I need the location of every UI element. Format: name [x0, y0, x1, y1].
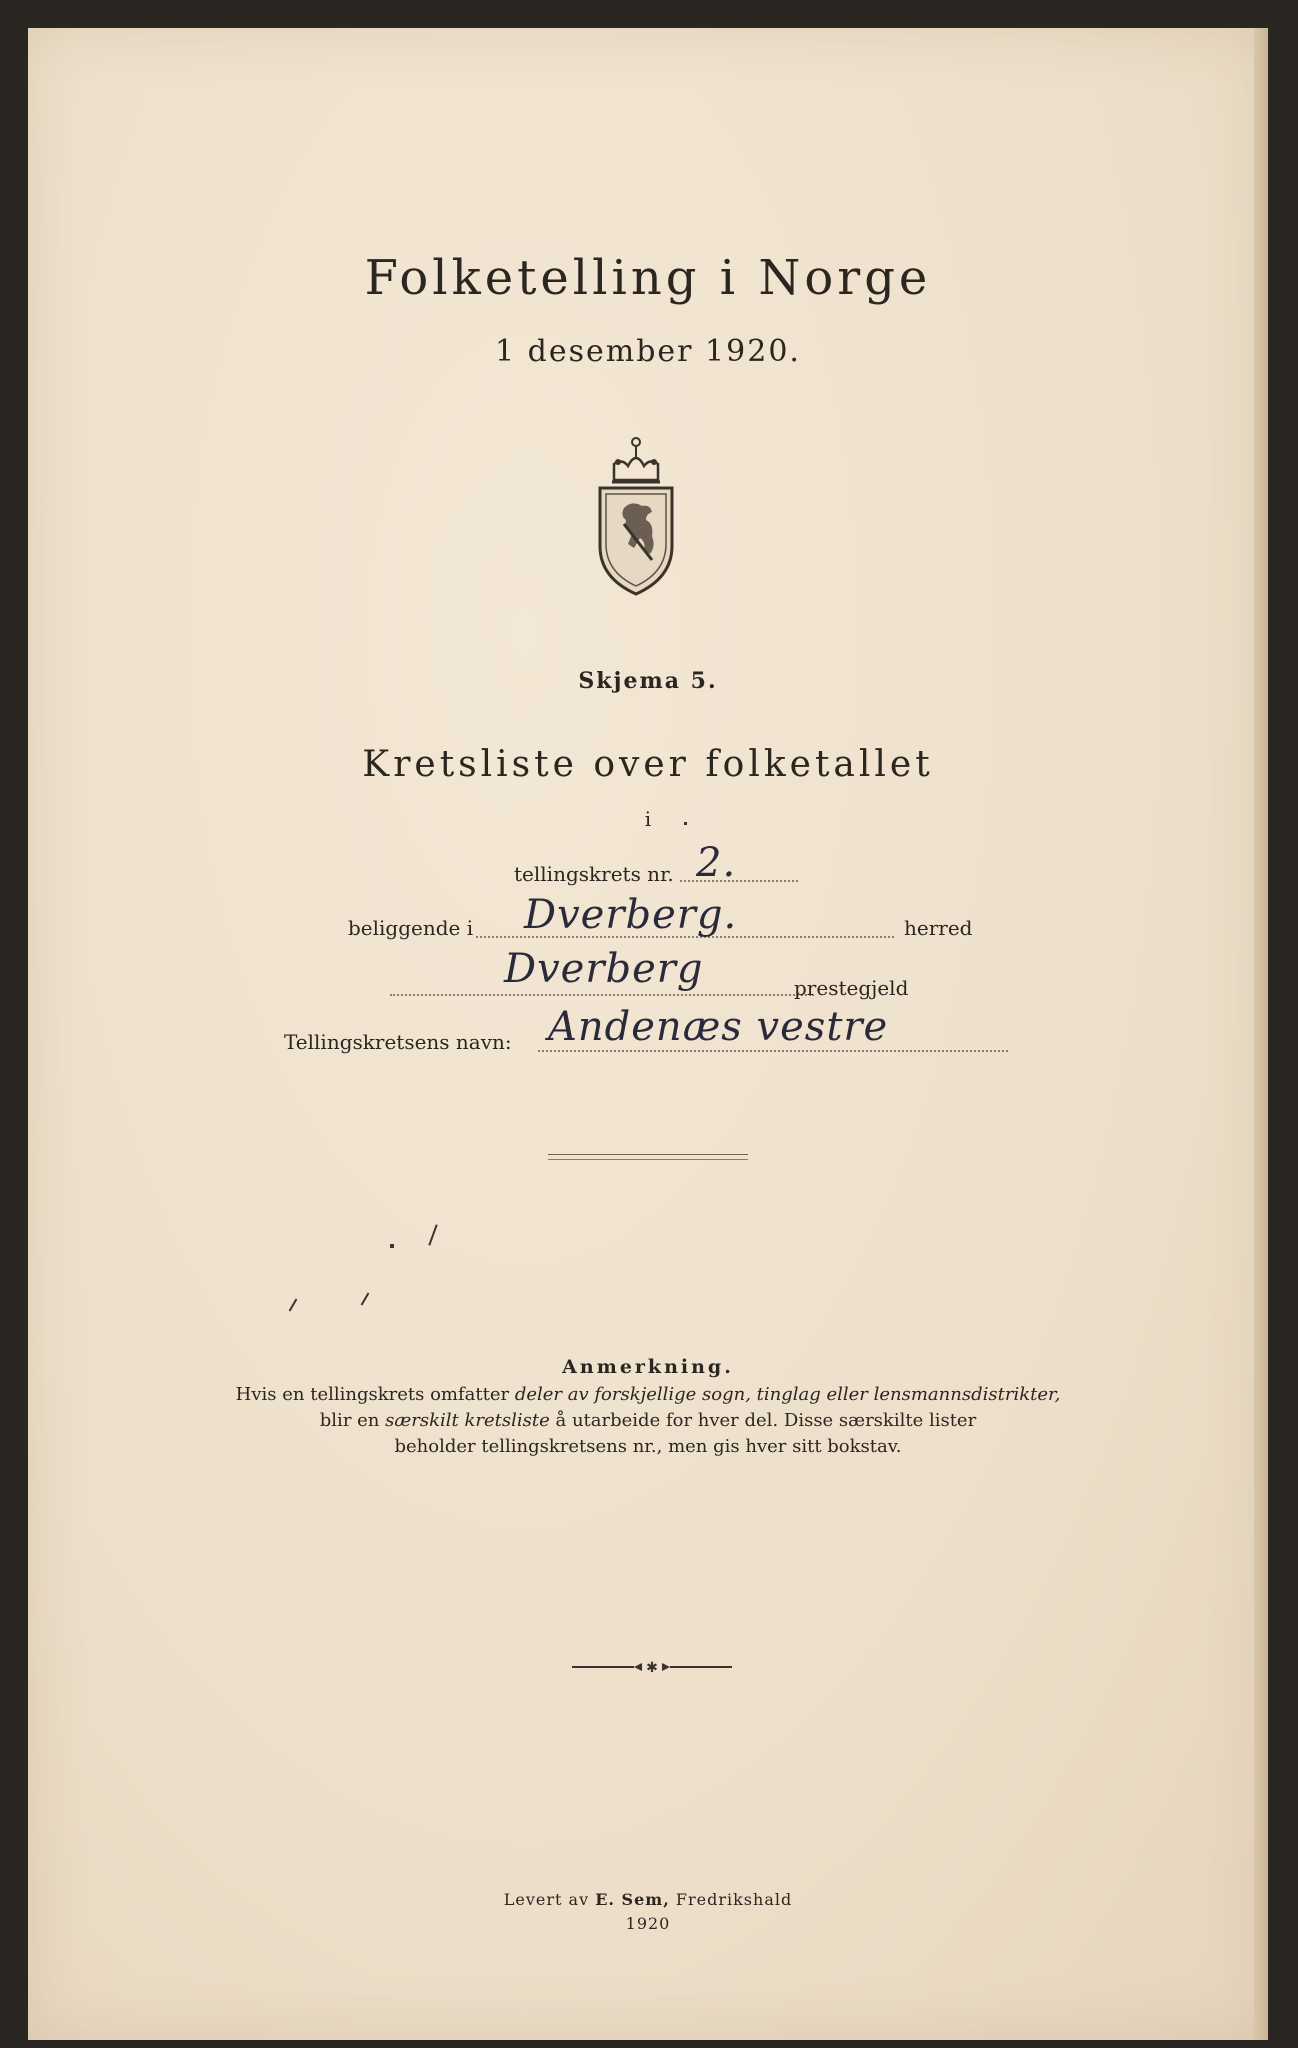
remark-line-3: beholder tellingskretsens nr., men gis hver sitt bokstav. [394, 1436, 902, 1457]
remark-line-2-emphasis: særskilt kretsliste [385, 1410, 550, 1431]
herred-label: herred [904, 916, 973, 940]
pencil-mark [390, 1244, 394, 1248]
svg-text:✱: ✱ [646, 1660, 658, 1674]
census-date: 1 desember 1920. [495, 334, 801, 369]
district-number-value: 2. [696, 840, 737, 886]
pencil-mark [428, 1224, 437, 1245]
page-title: Folketelling i Norge [364, 250, 932, 306]
separator-line [548, 1154, 748, 1155]
schema-number: Skjema 5. [578, 668, 718, 694]
remark-line-1-emphasis: deler av forskjellige sogn, tinglag eller lensmannsdistrikter, [514, 1384, 1061, 1405]
remark-line-2-text: blir en [319, 1410, 386, 1431]
parish-line [390, 994, 814, 996]
remark-line-1 [28, 1384, 1268, 1405]
printer-year: 1920 [625, 1914, 671, 1933]
printer-credit [28, 1890, 1268, 1909]
district-number-label: tellingskrets nr. [514, 862, 674, 886]
printer-name: E. Sem, [595, 1890, 670, 1909]
remark-line-1-text: Hvis en tellingskrets omfatter [235, 1384, 515, 1405]
remark-line-2-end: å utarbeide for hver del. Disse særskilte lister [549, 1410, 977, 1431]
remark-line-2 [28, 1410, 1268, 1431]
district-name-line [538, 1050, 1008, 1052]
census-form-page [28, 28, 1268, 2040]
located-in-label: beliggende i [348, 916, 474, 940]
printed-dot [684, 822, 687, 825]
located-in-value: Dverberg. [524, 892, 738, 938]
district-name-value: Andenæs vestre [548, 1004, 889, 1050]
parish-value: Dverberg [504, 946, 704, 992]
preposition-i: i [644, 807, 652, 831]
separator-line-lower [548, 1159, 748, 1160]
pencil-mark [361, 1292, 370, 1305]
parish-label: prestegjeld [794, 976, 909, 1000]
ornament-divider-icon [572, 1660, 732, 1674]
pencil-mark [289, 1298, 298, 1311]
district-name-label: Tellingskretsens navn: [284, 1030, 512, 1054]
printer-prefix: Levert av [503, 1890, 596, 1909]
form-heading: Kretsliste over folketallet [362, 744, 934, 785]
printer-place: Fredrikshald [669, 1890, 793, 1909]
norway-coat-of-arms-icon [594, 428, 678, 598]
remark-title: Anmerkning. [562, 1356, 734, 1378]
paper-edge [1254, 28, 1268, 2040]
